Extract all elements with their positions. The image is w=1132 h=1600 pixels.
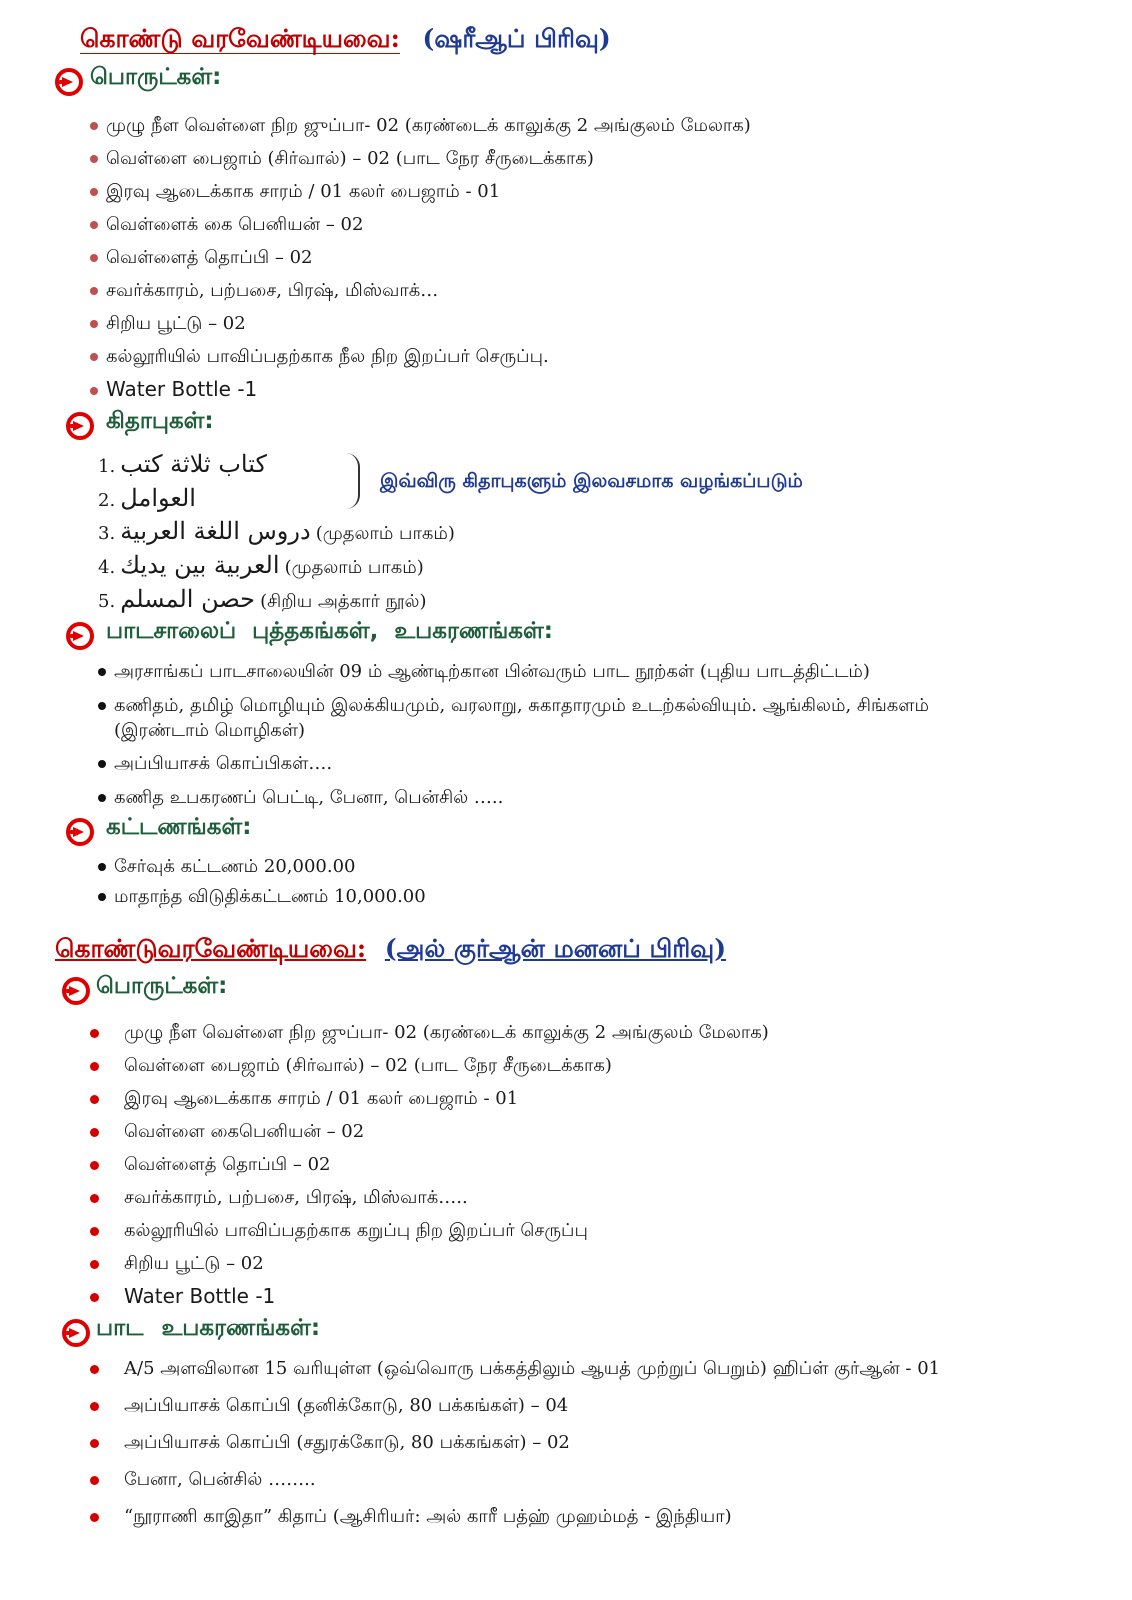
section1-items-heading: பொருட்கள்: bbox=[90, 64, 222, 90]
equip-item-2: அப்பியாசக் கொப்பி (தனிக்கோடு, 80 பக்கங்கள்) – 04 bbox=[90, 1394, 568, 1418]
school-item-4: கணித உபகரணப் பெட்டி, பேனா, பென்சில் ….. bbox=[98, 786, 503, 810]
bullet-icon bbox=[90, 1161, 99, 1170]
bullet-icon bbox=[90, 188, 98, 196]
bullet-icon bbox=[90, 1194, 99, 1203]
section2-item-6: சவர்க்காரம், பற்பசை, பிரஷ், மிஸ்வாக்….. bbox=[90, 1186, 468, 1210]
section2-item-7: கல்லூரியில் பாவிப்பதற்காக கறுப்பு நிற இறப்பர் செருப்பு bbox=[90, 1219, 588, 1243]
bullet-icon bbox=[90, 1439, 99, 1448]
brace-icon bbox=[340, 453, 360, 509]
fee-item-2: மாதாந்த விடுதிக்கட்டணம் 10,000.00 bbox=[98, 885, 426, 909]
bullet-icon bbox=[90, 353, 98, 361]
section1-books-heading: கிதாபுகள்: bbox=[106, 408, 214, 434]
section2-subtitle: (அல் குர்ஆன் மனனப் பிரிவு) bbox=[384, 934, 727, 963]
bullet-icon bbox=[90, 1227, 99, 1236]
section1-title-line bbox=[80, 24, 611, 57]
school-item-3: அப்பியாசக் கொப்பிகள்…. bbox=[98, 752, 332, 776]
equip-item-1: A/5 அளவிலான 15 வரியுள்ள (ஒவ்வொரு பக்கத்திலும் ஆயத் முற்றுப் பெறும்) ஹிப்ள் குர்ஆன் - 01 bbox=[90, 1357, 940, 1381]
section2-item-8: சிறிய பூட்டு – 02 bbox=[90, 1252, 264, 1276]
section1-item-1: முழு நீள வெள்ளை நிற ஜுப்பா- 02 (கரண்டைக் காலுக்கு 2 அங்குலம் மேலாக) bbox=[90, 114, 751, 138]
book-5: 5. حصن المسلم (சிறிய அத்கார் நூல்) bbox=[98, 585, 427, 613]
section1-fees-heading: கட்டணங்கள்: bbox=[106, 814, 252, 840]
bullet-icon bbox=[90, 287, 98, 295]
section2-item-1: முழு நீள வெள்ளை நிற ஜுப்பா- 02 (கரண்டைக் காலுக்கு 2 அங்குலம் மேலாக) bbox=[90, 1021, 769, 1045]
arrow-bullet-icon bbox=[62, 1319, 90, 1347]
equip-item-3: அப்பியாசக் கொப்பி (சதுரக்கோடு, 80 பக்கங்கள்) – 02 bbox=[90, 1431, 570, 1455]
arrow-bullet-icon bbox=[55, 68, 83, 96]
bullet-icon bbox=[98, 863, 106, 871]
book-3-title: دروس اللغة العربية bbox=[120, 517, 311, 545]
bullet-icon bbox=[90, 155, 98, 163]
books-note: இவ்விரு கிதாபுகளும் இலவசமாக வழங்கப்படும் bbox=[380, 470, 803, 492]
book-5-title: حصن المسلم bbox=[120, 585, 256, 613]
section1-school-heading: பாடசாலைப் புத்தகங்கள், உபகரணங்கள்: bbox=[106, 618, 553, 644]
section2-item-5: வெள்ளைத் தொப்பி – 02 bbox=[90, 1153, 331, 1177]
section2-item-3: இரவு ஆடைக்காக சாரம் / 01 கலர் பைஜாம் - 01 bbox=[90, 1087, 518, 1111]
section1-subtitle: (ஷரீஆப் பிரிவு) bbox=[422, 24, 611, 53]
arrow-bullet-icon bbox=[62, 977, 90, 1005]
section2-items-heading: பொருட்கள்: bbox=[96, 973, 228, 999]
book-2-title: العوامل bbox=[120, 484, 196, 512]
bullet-icon bbox=[90, 122, 98, 130]
bullet-icon bbox=[98, 760, 106, 768]
section2-item-2: வெள்ளை பைஜாம் (சிர்வால்) – 02 (பாட நேர சீருடைக்காக) bbox=[90, 1054, 612, 1078]
bullet-icon bbox=[90, 221, 98, 229]
section2-title: கொண்டுவரவேண்டியவை: bbox=[55, 934, 367, 963]
section2-title-line bbox=[55, 934, 726, 967]
section1-item-3: இரவு ஆடைக்காக சாரம் / 01 கலர் பைஜாம் - 01 bbox=[90, 180, 500, 204]
bullet-icon bbox=[90, 1513, 99, 1522]
book-4-title: العربية بين يديك bbox=[120, 551, 280, 579]
bullet-icon bbox=[98, 893, 106, 901]
bullet-icon bbox=[90, 1029, 99, 1038]
bullet-icon bbox=[98, 668, 106, 676]
school-item-2-cont: (இரண்டாம் மொழிகள்) bbox=[114, 720, 306, 741]
bullet-icon bbox=[90, 1365, 99, 1374]
section1-item-8: கல்லூரியில் பாவிப்பதற்காக நீல நிற இறப்பர் செருப்பு. bbox=[90, 345, 549, 369]
bullet-icon bbox=[90, 1293, 99, 1302]
arrow-bullet-icon bbox=[66, 412, 94, 440]
section1-item-9: Water Bottle -1 bbox=[90, 377, 257, 401]
book-1-title: كتاب ثلاثة كتب bbox=[120, 450, 267, 478]
section1-item-7: சிறிய பூட்டு – 02 bbox=[90, 312, 246, 336]
school-item-2: கணிதம், தமிழ் மொழியும் இலக்கியமும், வரலாறு, சுகாதாரமும் உடற்கல்வியும். ஆங்கிலம், சிங்களம் bbox=[98, 694, 929, 718]
bullet-icon bbox=[90, 387, 98, 395]
book-1: 1. كتاب ثلاثة كتب bbox=[98, 450, 267, 478]
section1-title: கொண்டு வரவேண்டியவை: bbox=[80, 24, 400, 53]
bullet-icon bbox=[90, 1128, 99, 1137]
section1-item-4: வெள்ளைக் கை பெனியன் – 02 bbox=[90, 213, 363, 237]
equip-item-4: பேனா, பென்சில் …….. bbox=[90, 1468, 316, 1492]
fee-item-1: சேர்வுக் கட்டணம் 20,000.00 bbox=[98, 855, 356, 879]
bullet-icon bbox=[90, 1260, 99, 1269]
section2-equip-heading: பாட உபகரணங்கள்: bbox=[96, 1315, 321, 1341]
bullet-icon bbox=[90, 1095, 99, 1104]
section2-item-9: Water Bottle -1 bbox=[90, 1284, 275, 1308]
section1-item-6: சவர்க்காரம், பற்பசை, பிரஷ், மிஸ்வாக்… bbox=[90, 279, 438, 303]
book-2: 2. العوامل bbox=[98, 484, 196, 512]
bullet-icon bbox=[98, 794, 106, 802]
bullet-icon bbox=[90, 254, 98, 262]
equip-item-5: “நூராணி காஇதா” கிதாப் (ஆசிரியர்: அல் காரீ பத்ஹ் முஹம்மத் - இந்தியா) bbox=[90, 1505, 732, 1529]
arrow-bullet-icon bbox=[66, 622, 94, 650]
bullet-icon bbox=[90, 1062, 99, 1071]
book-4: 4. العربية بين يديك (முதலாம் பாகம்) bbox=[98, 551, 424, 579]
bullet-icon bbox=[90, 320, 98, 328]
bullet-icon bbox=[90, 1476, 99, 1485]
book-3: 3. دروس اللغة العربية (முதலாம் பாகம்) bbox=[98, 517, 455, 545]
bullet-icon bbox=[90, 1402, 99, 1411]
arrow-bullet-icon bbox=[66, 818, 94, 846]
section1-item-5: வெள்ளைத் தொப்பி – 02 bbox=[90, 246, 313, 270]
school-item-1: அரசாங்கப் பாடசாலையின் 09 ம் ஆண்டிற்கான பின்வரும் பாட நூற்கள் (புதிய பாடத்திட்டம்) bbox=[98, 660, 870, 684]
section1-item-2: வெள்ளை பைஜாம் (சிர்வால்) – 02 (பாட நேர சீருடைக்காக) bbox=[90, 147, 594, 171]
section2-item-4: வெள்ளை கைபெனியன் – 02 bbox=[90, 1120, 364, 1144]
bullet-icon bbox=[98, 702, 106, 710]
